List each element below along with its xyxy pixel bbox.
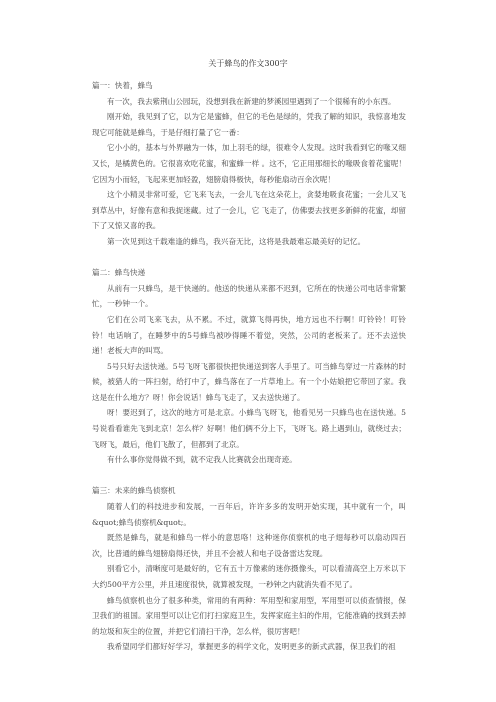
paragraph: 随着人们的科技进步和发展，一百年后，许许多多的发明开始实现，其中就有一个，叫&quot;蜂鸟侦察机&quot;。 (92, 502, 406, 527)
paragraph: 我希望同学们都好好学习，掌握更多的科学文化，发明更多的新式武器，保卫我们的祖 (107, 642, 396, 652)
paragraph: 有一次，我去紫荆山公园玩，没想到我在新建的梦溪园里遇到了一个很稀有的小东西。 (107, 96, 396, 106)
section-1 (92, 78, 406, 250)
paragraph: 这个小精灵非常可爱，它飞来飞去，一会儿飞在这朵花上，贪婪地吸食花蜜；一会儿又飞到草丛中，好像有意和我捉迷藏。过了一会儿，它 飞走了，仿佛要去找更多新鲜的花蜜，却留下了又惊又喜的我。 (92, 190, 406, 231)
paragraph: 有什么事你觉得做不到，就不定我人比赛就会出现奇迹。 (107, 455, 297, 465)
paragraph: 从前有一只蜂鸟，是干快递的。他送的快递从来都不迟到，它所在的快递公司电话非常繁忙，一秒钟一个。 (92, 283, 406, 309)
paragraph: 刚开始，我见到了它，以为它是蜜蜂，但它的毛色是绿的，凭我了解的知识，我惊喜地发现它可能就是蜂鸟，于是仔细打量了它一番： (92, 112, 406, 137)
paragraph: 既然是蜂鸟，就是和蜂鸟一样小的意思咯！这种迷你侦察机的电子翅每秒可以扇动四百次，比普通的蜂鸟翅膀扇得还快，并且不会被人和电子设备雷达发现。 (92, 533, 406, 558)
section-heading: 篇二：蜂鸟快递 (92, 268, 146, 278)
section-3 (92, 483, 406, 655)
document-title: 关于蜂鸟的作文300字 (208, 59, 288, 68)
paragraph: 它们在公司飞来飞去，从不累。不过，就算飞得再快，地方远也不行啊！叮铃铃！叮铃铃！电话响了，在睡梦中的5号蜂鸟被吵得睡不着觉，突然，公司的老板来了。还不去送快递！老板大声的叫骂。 (92, 314, 406, 356)
section-2 (92, 265, 406, 468)
document-body (92, 78, 406, 655)
paragraph: 它小小的，基本与外界融为一体，加上羽毛的绿，很难令人发现。这时我看到它的喙又细又长，是橘黄色的。它很喜欢吃花蜜，和蜜蜂一样 。这不，它正用那细长的喙吸食着花蜜呢！它因为小而轻，飞起来更加轻盈，翅膀扇得极快，每秒能扇动百余次呢！ (92, 143, 406, 184)
paragraph: 呀！要迟到了，这次的地方可是北京。小蜂鸟飞呀飞，他看见另一只蜂鸟也在送快递。5号说看看谁先飞到北京！怎么样？好啊！他们俩不分上下，飞呀飞。路上遇到山，就绕过去；飞呀飞，最后，他们飞散了，但都到了北京。 (92, 408, 406, 449)
section-heading: 篇一：快着，蜂鸟 (92, 81, 153, 90)
paragraph: 别看它小，清晰度可是最好的，它有五十万像素的迷你摄像头，可以看清高空上万米以下大约500平方公里，并且速度很快，就算被发现，一秒钟之内就消失看不见了。 (92, 564, 406, 589)
paragraph: 蜂鸟侦察机也分了很多种类，常用的有两种：军用型和家用型，军用型可以侦查情报，保卫我们的祖国。家用型可以让它们打扫家庭卫生，发挥家庭主妇的作用，它能准确的找到丢掉的垃圾和灰尘的位置，并把它们清扫干净，怎么样，很厉害吧！ (92, 595, 406, 636)
section-heading: 篇三：未来的蜂鸟侦察机 (92, 486, 176, 496)
paragraph: 第一次见到这千载难逢的蜂鸟，我兴奋无比，这将是我最难忘最美好的记忆。 (107, 236, 366, 246)
paragraph: 5号只好去送快递。5号飞呀飞都很快把快递送到客人手里了。可当蜂鸟穿过一片森林的时候，被猎人的一阵扫射，给打中了，蜂鸟落在了一片草地上。有一个小姑娘把它带回了家。我这是在什么地方？呀！你会说话！蜂鸟飞走了，又去送快递了。 (92, 361, 406, 402)
